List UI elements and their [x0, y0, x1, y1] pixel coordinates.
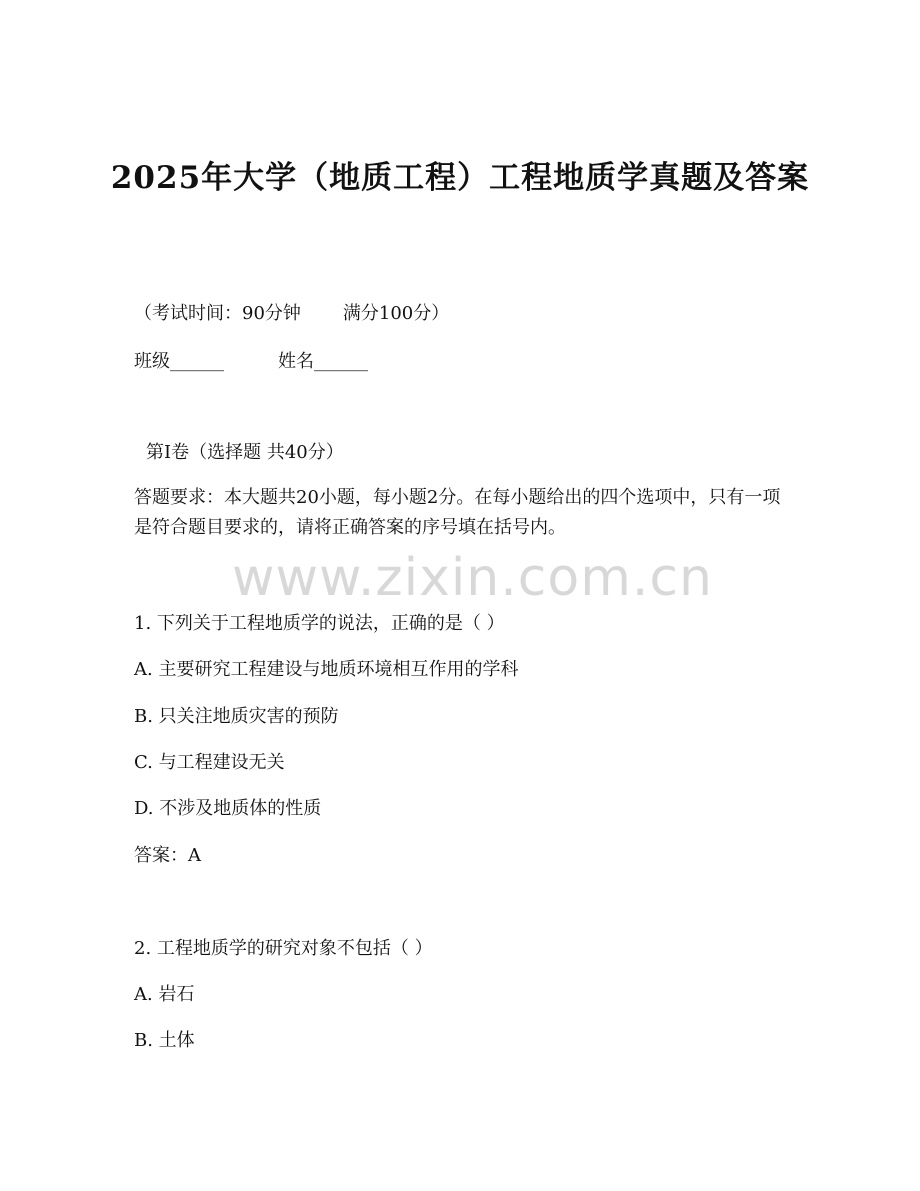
student-info-line: [134, 350, 368, 374]
exam-time: （考试时间：90分钟: [134, 303, 301, 324]
question-1-answer: 答案：A: [134, 845, 201, 866]
question-1-stem: 1. 下列关于工程地质学的说法，正确的是（ ）: [134, 613, 505, 634]
section-title: 第Ⅰ卷（选择题 共40分）: [146, 442, 344, 463]
question-1-option-b: B. 只关注地质灾害的预防: [134, 706, 339, 727]
question-1-option-d: D. 不涉及地质体的性质: [134, 798, 322, 819]
question-1-option-a: A. 主要研究工程建设与地质环境相互作用的学科: [134, 659, 519, 680]
document-title: 2025年大学（地质工程）工程地质学真题及答案: [110, 160, 810, 196]
name-field: 姓名______: [278, 351, 368, 372]
question-2-stem: 2. 工程地质学的研究对象不包括（ ）: [134, 938, 433, 959]
exam-info-line: [134, 302, 449, 326]
question-2-option-a: A. 岩石: [134, 984, 195, 1005]
question-2-option-b: B. 土体: [134, 1030, 195, 1051]
class-field: 班级______: [134, 351, 224, 372]
full-score: 满分100分）: [342, 303, 450, 324]
instructions: 答题要求：本大题共20小题，每小题2分。在每小题给出的四个选项中，只有一项是符合题目要求的，请将正确答案的序号填在括号内。: [134, 487, 781, 538]
watermark: www.zixin.com.cn: [232, 548, 713, 608]
question-1-option-c: C. 与工程建设无关: [134, 752, 285, 773]
